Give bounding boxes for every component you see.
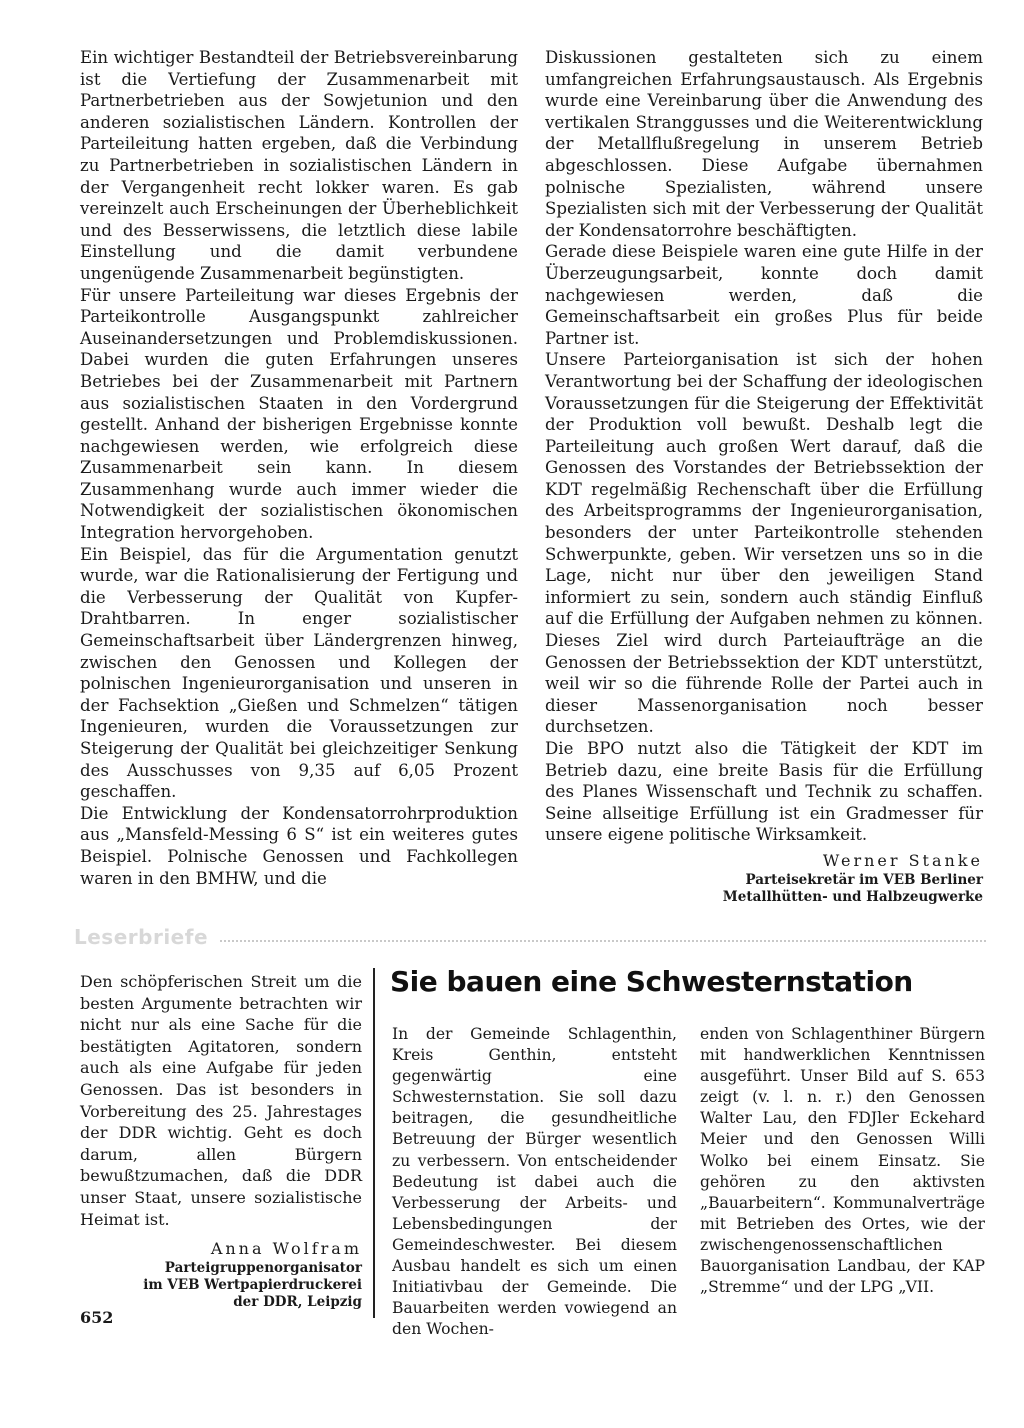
section-label: Leserbriefe <box>74 925 209 949</box>
article-text: In der Gemeinde Schlagenthin, Kreis Genthin, entsteht gegenwärtig eine Schwesternstation. Sie soll dazu beitragen, die gesundheitliche Betreuung der Bürger wesentlich zu verbessern. Von entscheidender Bedeutung ist dabei auch die Verbesserung der Arbeits- und Lebensbedingungen der Gemeindeschwester. Bei diesem Ausbau handelt es sich um einen Initiativbau der Gemeinde. Die Bauarbeiten werden vowiegend an den Wochen- <box>392 1025 677 1339</box>
article-column-2 <box>700 1024 985 1298</box>
article-title: Sie bauen eine Schwesternstation <box>390 965 913 998</box>
article-column-1 <box>392 1024 677 1340</box>
vertical-divider <box>373 968 375 1318</box>
dotted-divider <box>220 940 986 942</box>
author-signature: Werner Stanke <box>822 850 983 870</box>
left-text-column <box>80 47 518 889</box>
right-text-column <box>545 47 983 906</box>
paragraph: Die Entwicklung der Kondensatorrohrproduktion aus „Mansfeld-Messing 6 S“ ist ein weiteres gutes Beispiel. Polnische Genossen und Fachkollegen waren in den BMHW, und die <box>80 803 518 888</box>
paragraph: Die BPO nutzt also die Tätigkeit der KDT im Betrieb dazu, eine breite Basis für die Erfüllung des Planes Wissenschaft und Technik zu schaffen. Seine allseitige Erfüllung ist ein Gradmesser für unsere eigene politische Wirksamkeit. <box>545 739 983 845</box>
author-role: Metallhütten- und Halbzeugwerke <box>722 888 983 905</box>
letter-role: der DDR, Leipzig <box>233 1293 362 1310</box>
article-text: enden von Schlagenthiner Bürgern mit handwerklichen Kenntnissen ausgeführt. Unser Bild auf S. 653 zeigt (v. l. n. r.) den Genossen Walter Lau, den FDJler Eckehard Meier und den Genossen Willi Wolko bei einem Einsatz. Sie gehören zu den aktivsten „Bauarbeitern“. Kommunalverträge mit Betrieben des Ortes, wie der zwischengenossenschaftlichen Bauorganisation Landbau, der KAP „Stremme“ und der LPG „VII. <box>700 1025 985 1297</box>
letter-text: Den schöpferischen Streit um die besten Argumente betrachten wir nicht nur als eine Sache für die bestätigten Agitatoren, sondern auch als eine Aufgabe für jeden Genossen. Das ist besonders in Vorbereitung des 25. Jahrestages der DDR wichtig. Geht es doch darum, allen Bürgern bewußtzumachen, daß die DDR unser Staat, unsere sozialistische Heimat ist. <box>80 972 362 1229</box>
paragraph: Ein wichtiger Bestandteil der Betriebsvereinbarung ist die Vertiefung der Zusammenarbeit mit Partnerbetrieben aus der Sowjetunion und den anderen sozialistischen Ländern. Kontrollen der Parteileitung hatten ergeben, daß die Verbindung zu Partnerbetrieben in sozialistischen Ländern in der Vergangenheit recht lokker waren. Es gab vereinzelt auch Erscheinungen der Überheblichkeit und des Besserwissens, die letztlich diese labile Einstellung und die damit verbundene ungenügende Zusammenarbeit begünstigten. <box>80 48 518 283</box>
section-header <box>74 922 986 952</box>
letter-role: im VEB Wertpapierdruckerei <box>143 1276 362 1293</box>
reader-letter <box>80 971 362 1311</box>
letter-signature: Anna Wolfram <box>210 1239 362 1259</box>
paragraph: Diskussionen gestalteten sich zu einem umfangreichen Erfahrungsaustausch. Als Ergebnis wurde eine Vereinbarung über die Anwendung des vertikalen Stranggusses und die Weiterentwicklung der Metallflußregelung in unserem Betrieb abgeschlossen. Diese Aufgabe übernahmen polnische Spezialisten, während unsere Spezialisten sich mit der Verbesserung der Qualität der Kondensatorrohre beschäftigten. <box>545 48 983 240</box>
paragraph: Für unsere Parteileitung war dieses Ergebnis der Parteikontrolle Ausgangspunkt zahlreicher Auseinandersetzungen und Problemdiskussionen. Dabei wurden die guten Erfahrungen unseres Betriebes bei der Zusammenarbeit mit Partnern aus sozialistischen Staaten in den Vordergrund gestellt. Anhand der bisherigen Ergebnisse konnte nachgewiesen werden, wie erfolgreich diese Zusammenarbeit sein kann. In diesem Zusammenhang wurde auch immer wieder die Notwendigkeit der sozialistischen ökonomischen Integration hervorgehoben. <box>80 285 518 543</box>
letter-role: Parteigruppenorganisator <box>164 1259 362 1276</box>
author-role: Parteisekretär im VEB Berliner <box>745 871 983 888</box>
paragraph: Unsere Parteiorganisation ist sich der hohen Verantwortung bei der Schaffung der ideologischen Voraussetzungen für die Steigerung der Effektivität der Produktion voll bewußt. Deshalb legt die Parteileitung auch großen Wert darauf, daß die Genossen des Vorstandes der Betriebssektion der KDT regelmäßig Rechenschaft über die Erfüllung des Arbeitsprogramms der Ingenieurorganisation, besonders der unter Parteikontrolle stehenden Schwerpunkte, geben. Wir versetzen uns so in die Lage, nicht nur über den jeweiligen Stand informiert zu sein, sondern auch ständig Einfluß auf die Erfüllung der Aufgaben nehmen zu können. Dieses Ziel wird durch Parteiaufträge an die Genossen der Betriebssektion der KDT unterstützt, weil wir so die führende Rolle der Partei auch in dieser Massenorganisation noch besser durchsetzen. <box>545 350 983 737</box>
paragraph: Ein Beispiel, das für die Argumentation genutzt wurde, war die Rationalisierung der Fertigung und die Verbesserung der Qualität von Kupfer-Drahtbarren. In enger sozialistischer Gemeinschaftsarbeit über Ländergrenzen hinweg, zwischen den Genossen und Kollegen der polnischen Ingenieurorganisation und unseren in der Fachsektion „Gießen und Schmelzen“ tätigen Ingenieuren, wurden die Voraussetzungen zur Steigerung der Qualität bei gleichzeitiger Senkung des Ausschusses von 9,35 auf 6,05 Prozent geschaffen. <box>80 544 518 802</box>
paragraph: Gerade diese Beispiele waren eine gute Hilfe in der Überzeugungsarbeit, konnte doch damit nachgewiesen werden, daß die Gemeinschaftsarbeit ein großes Plus für beide Partner ist. <box>545 242 983 348</box>
page-number: 652 <box>80 1308 114 1327</box>
